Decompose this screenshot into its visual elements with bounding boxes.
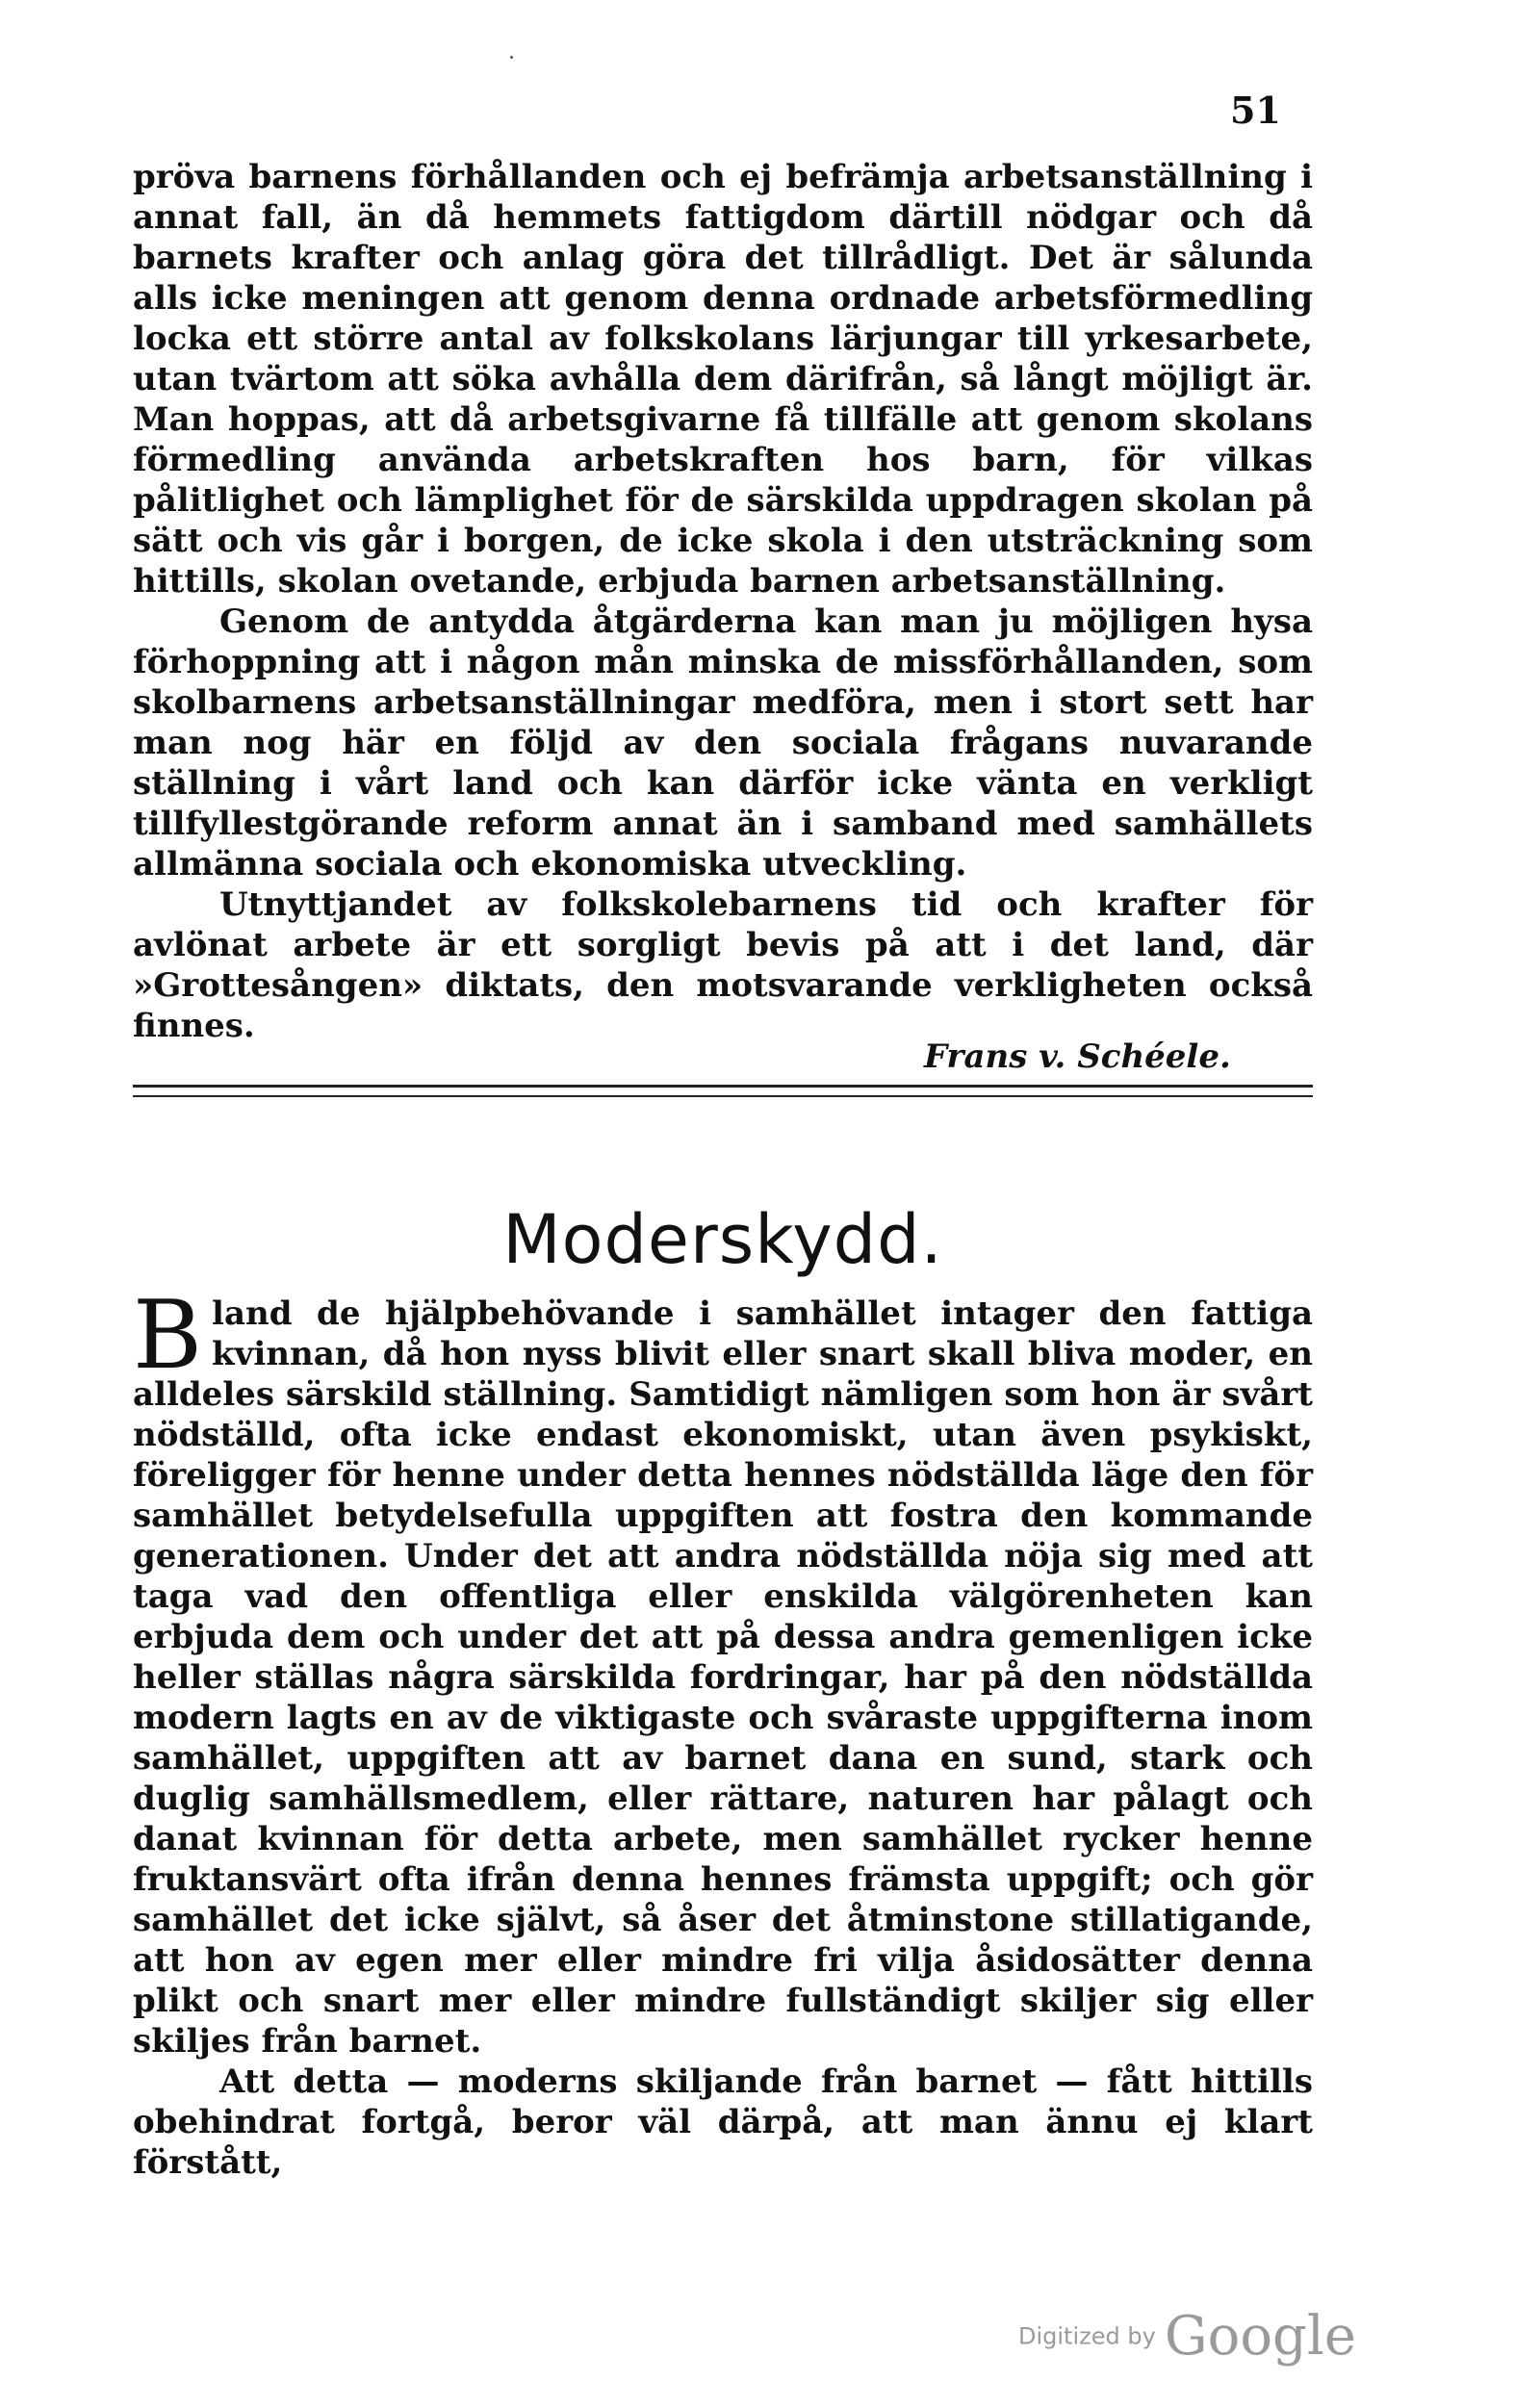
paragraph-1: pröva barnens förhållanden och ej befrämja arbetsanställning i annat fall, än då hemmets fattigdom därtill nödgar och då barnets krafter och anlag göra det tillrådligt. Det är sålunda alls icke meningen att genom denna ordnade arbetsförmedling locka ett större antal av folkskolans lärjungar till yrkesarbete, utan tvärtom att söka avhålla dem därifrån, så långt möjligt är. Man hoppas, att då arbetsgivarne få tillfälle att genom skolans förmedling använda arbetskraften hos barn, för vilkas pålitlighet och lämplighet för de särskilda uppdragen skolan på sätt och vis går i borgen, de icke skola i den utsträckning som hittills, skolan ovetande, erbjuda barnen arbetsanställning. [133,158,1313,601]
article-title: Moderskydd. [502,1200,943,1279]
scan-speck [510,56,513,59]
page-number: 51 [1230,89,1281,132]
paragraph-3: Utnyttjandet av folkskolebarnens tid och krafter för avlönat arbete är ett sorgligt bevis på att i det land, där »Grottesången» diktats, den motsvarande verkligheten också finnes. [133,885,1313,1045]
section-divider [133,1085,1313,1097]
author-signature: Frans v. Schéele. [924,1037,1231,1076]
digitization-watermark [1018,2305,1356,2368]
paragraph-4-text: land de hjälpbehövande i samhället intager den fattiga kvinnan, då hon nyss blivit eller snart skall bliva moder, en alldeles särskild ställning. Samtidigt nämligen som hon är svårt nödställd, ofta icke endast ekonomiskt, utan även psykiskt, föreligger för henne under detta hennes nödställda läge den för samhället betydelsefulla uppgiften att fostra den kommande generationen. Under det att andra nödställda nöja sig med att taga vad den offentliga eller enskilda välgörenheten kan erbjuda dem och under det att på dessa andra gemenligen icke heller ställas några särskilda fordringar, har på den nödställda modern lagts en av de viktigaste och svåraste uppgifterna inom samhället, uppgiften att av barnet dana en sund, stark och duglig samhällsmedlem, eller rättare, naturen har pålagt och danat kvinnan för detta arbete, men samhället rycker henne fruktansvärt ofta ifrån denna hennes främsta uppgift; och gör samhället det icke självt, så åser det åtminstone stillatigande, att hon av egen mer eller mindre fri vilja åsidosätter denna plikt och snart mer eller mindre fullständigt skiljer sig eller skiljes från barnet. [133,1294,1313,2061]
paragraph-4 [133,1281,1313,2062]
paragraph-2: Genom de antydda åtgärderna kan man ju möjligen hysa förhoppning att i någon mån minska de missförhållanden, som skolbarnens arbetsanställningar medföra, men i stort sett har man nog här en följd av den sociala frågans nuvarande ställning i vårt land och kan därför icke vänta en verkligt tillfyllestgörande reform annat än i samband med samhällets allmänna sociala och ekonomiska utveckling. [133,602,1313,884]
article-body-first [133,157,1313,1046]
digitized-label: Digitized by [1018,2322,1156,2350]
drop-cap: B [133,1281,203,1391]
google-logo: Google [1164,2305,1356,2368]
paragraph-5: Att detta — moderns skiljande från barnet — fått hittills obehindrat fortgå, beror väl därpå, att man ännu ej klart förstått, [133,2062,1313,2182]
article-body-second [133,1281,1313,2183]
